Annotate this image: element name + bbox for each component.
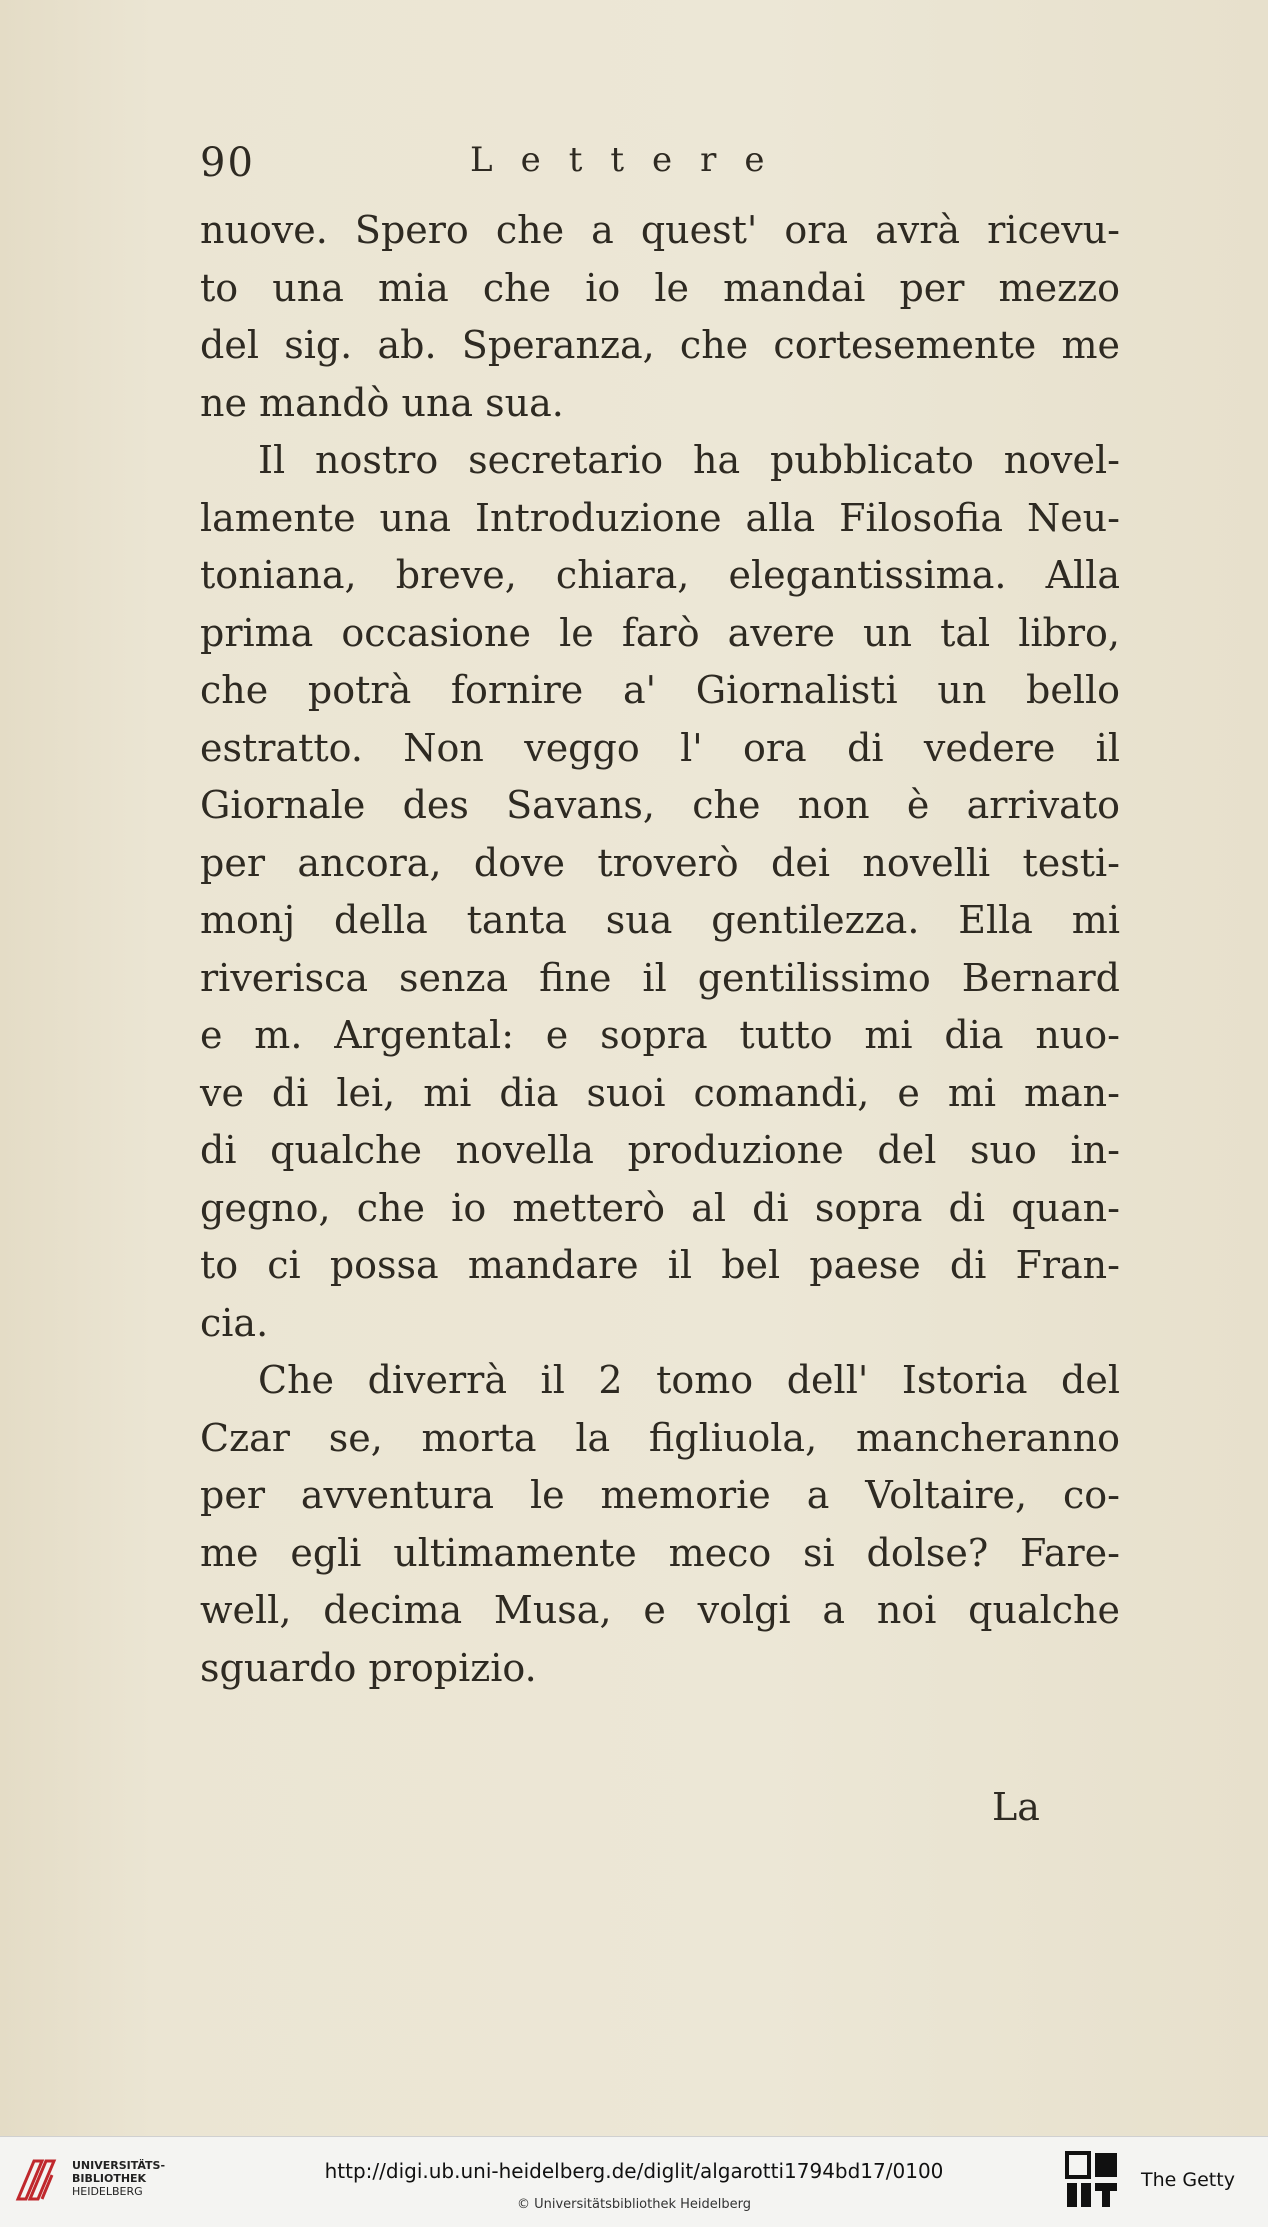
catchword: La — [992, 1785, 1040, 1829]
text-line: prima occasione le farò avere un tal libro, — [200, 610, 1120, 655]
copyright-notice: © Universitätsbibliothek Heidelberg — [516, 2197, 751, 2212]
text-line: Il nostro secretario ha pubblicato novel- — [258, 438, 1120, 482]
footer-bar — [0, 2136, 1268, 2227]
text-line: Czar se, morta la figliuola, mancheranno — [200, 1415, 1120, 1460]
text-line: per ancora, dove troverò dei novelli testi- — [200, 840, 1120, 885]
text-line: Giornale des Savans, che non è arrivato — [200, 783, 1120, 827]
text-line: me egli ultimamente meco si dolse? Fare- — [200, 1530, 1120, 1575]
text-line: per avventura le memorie a Voltaire, co- — [200, 1473, 1120, 1517]
text-line: sguardo propizio. — [200, 1645, 537, 1690]
text-line: toniana, breve, chiara, elegantissima. Alla — [200, 553, 1120, 597]
text-line: Che diverrà il 2 tomo dell' Istoria del — [258, 1358, 1120, 1402]
text-line: nuove. Spero che a quest' ora avrà ricevu- — [200, 208, 1120, 252]
text-line: che potrà fornire a' Giornalisti un bello — [200, 668, 1120, 712]
text-line: to ci possa mandare il bel paese di Fran- — [200, 1243, 1120, 1287]
text-line: estratto. Non veggo l' ora di vedere il — [200, 725, 1120, 770]
text-line: del sig. ab. Speranza, che cortesemente me — [200, 323, 1120, 367]
text-line: lamente una Introduzione alla Filosofia Neu- — [200, 495, 1120, 540]
running-head — [200, 140, 1160, 200]
getty-icon — [1065, 2151, 1121, 2209]
text-line: to una mia che io le mandai per mezzo — [200, 265, 1120, 310]
running-title: Lettere — [470, 140, 793, 180]
text-line: ne mandò una sua. — [200, 380, 564, 425]
getty-logo[interactable] — [1065, 2151, 1255, 2213]
sponsor-name: The Getty — [1141, 2169, 1235, 2191]
library-name-line: HEIDELBERG — [72, 2185, 143, 2198]
text-line: gegno, che io metterò al di sopra di quan- — [200, 1185, 1120, 1230]
text-line: cia. — [200, 1300, 269, 1345]
text-line: well, decima Musa, e volgi a noi qualche — [200, 1588, 1120, 1632]
permalink-url[interactable]: http://digi.ub.uni-heidelberg.de/diglit/algarotti1794bd17/0100 — [324, 2159, 944, 2183]
text-line: riverisca senza fine il gentilissimo Bernard — [200, 955, 1120, 1000]
text-line: monj della tanta sua gentilezza. Ella mi — [200, 898, 1120, 942]
text-line: e m. Argental: e sopra tutto mi dia nuo- — [200, 1013, 1120, 1057]
text-line: di qualche novella produzione del suo in- — [200, 1128, 1120, 1172]
letter-text — [200, 202, 1120, 1697]
page-number: 90 — [200, 140, 255, 186]
library-name-line: UNIVERSITÄTS- — [72, 2159, 166, 2172]
library-name-line: BIBLIOTHEK — [72, 2172, 147, 2185]
text-line: ve di lei, mi dia suoi comandi, e mi man- — [200, 1070, 1120, 1115]
